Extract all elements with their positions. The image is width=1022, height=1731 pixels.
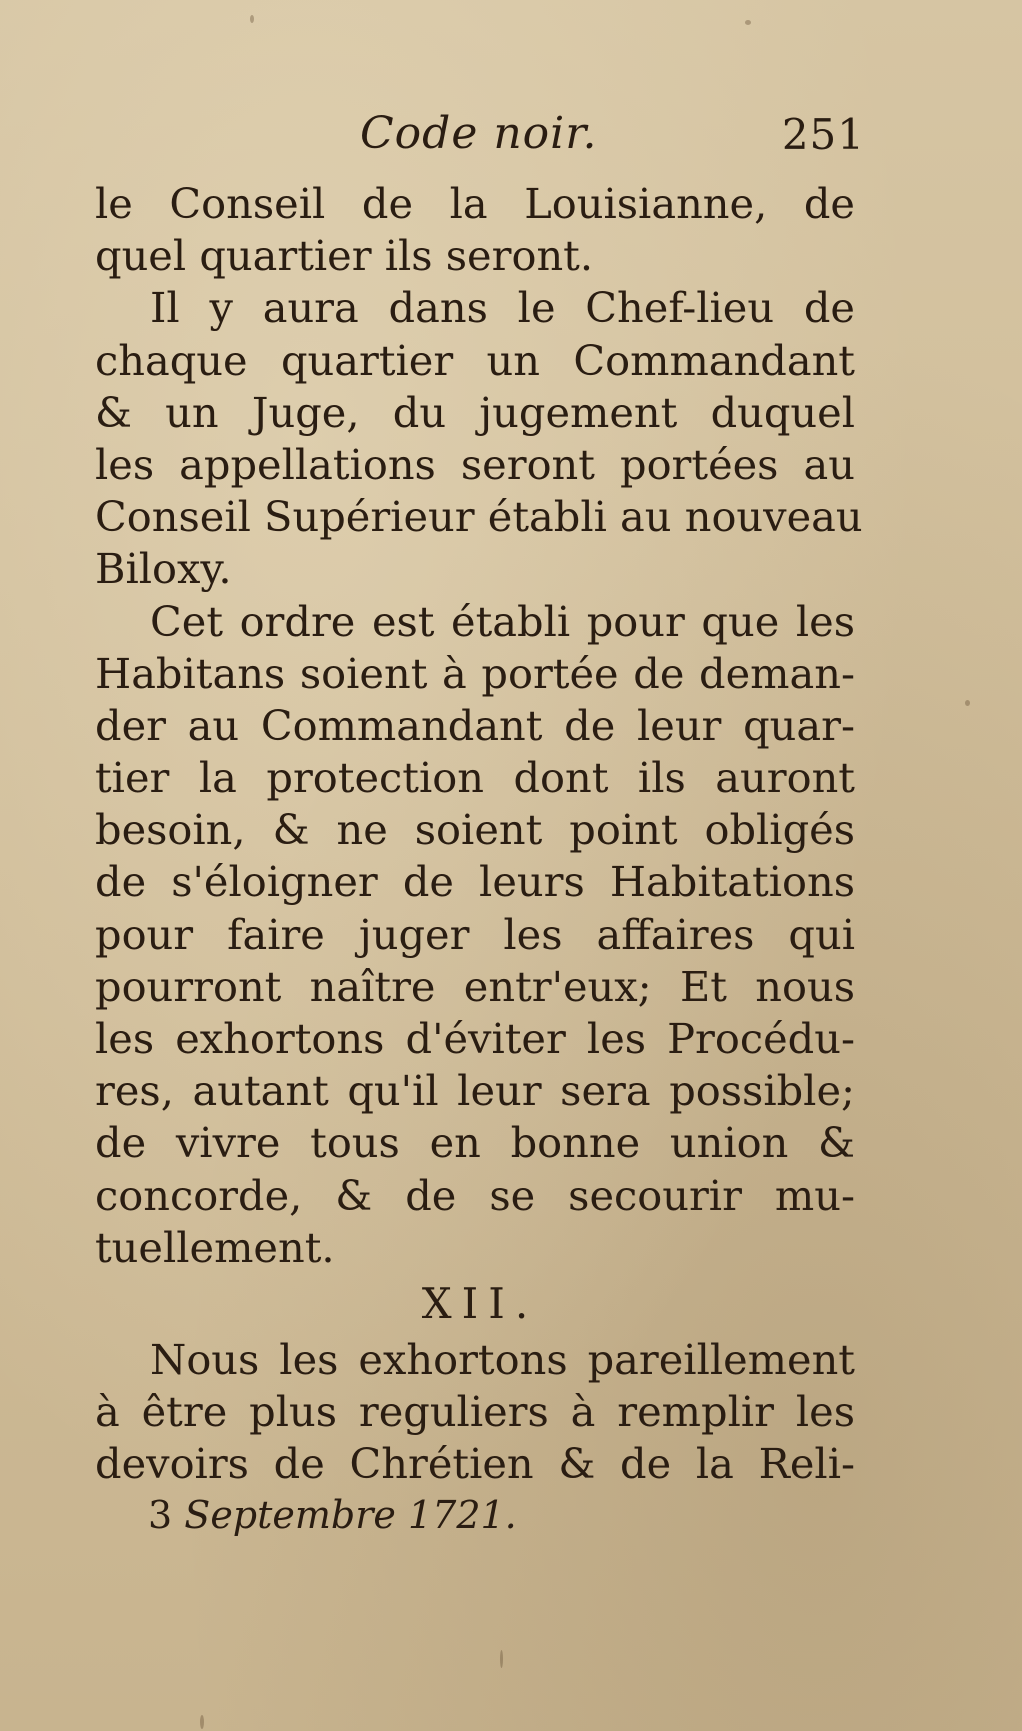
text-line: & un Juge, du jugement duquel [95,387,855,437]
foxing-spot [965,700,970,706]
signature-mark: 3 [148,1493,173,1537]
text-line: tier la protection dont ils auront [95,753,855,803]
text-line: de s'éloigner de leurs Habitations [95,857,855,907]
text-line: les exhortons d'éviter les Procédu- [95,1014,855,1063]
text-line: pour faire juger les affaires qui [95,909,855,959]
foxing-spot [745,20,751,25]
text-line: Cet ordre est établi pour que les [150,596,855,646]
text-line: res, autant qu'il leur sera possible; [95,1066,855,1116]
text-line: concorde, & de se secourir mu- [95,1170,855,1220]
text-line: le Conseil de la Louisianne, de [95,179,855,228]
text-line: Habitans soient à portée de deman- [95,648,855,698]
text-line: Conseil Supérieur établi au nouveau [95,492,863,542]
foxing-spot [250,15,254,23]
page-number: 251 [781,110,865,159]
running-title: Code noir. [360,108,598,159]
text-line: quel quartier ils seront. [95,231,594,281]
text-line: der au Commandant de leur quar- [95,700,855,750]
page-footer [148,1493,517,1537]
section-heading: XII. [421,1278,539,1328]
text-line: besoin, & ne soient point obligés [95,805,855,855]
text-line: Nous les exhortons pareillement [150,1334,855,1384]
foxing-spot [200,1715,204,1729]
text-line: pourront naître entr'eux; Et nous [95,961,855,1011]
body-text [95,178,863,1491]
catchword: Septembre 1721. [184,1493,517,1537]
text-line: devoirs de Chrétien & de la Reli- [95,1439,855,1489]
text-line: de vivre tous en bonne union & [95,1118,855,1168]
text-line: à être plus reguliers à remplir les [95,1387,855,1437]
text-line: tuellement. [95,1222,335,1272]
running-head [95,108,865,168]
text-line: les appellations seront portées au [95,439,855,489]
foxing-spot [500,1650,503,1668]
text-line: chaque quartier un Commandant [95,335,855,385]
text-line: Biloxy. [95,544,232,594]
text-line: Il y aura dans le Chef-lieu de [150,283,855,333]
